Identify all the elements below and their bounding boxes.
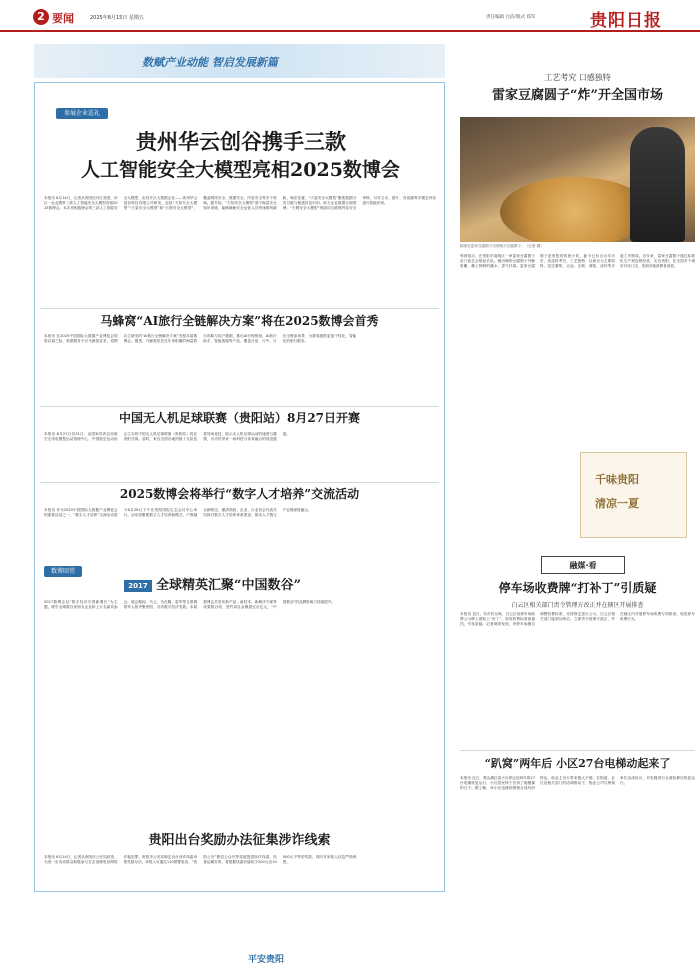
feature-body: 每到饭点，在贵阳市南明区一家雷家豆腐圆子店门前总会排起长队。刚出锅的豆腐圆子外酥里嫩，蘸上特制的蘸水，香气扑鼻。雷家豆腐圆子是贵阳的传统小吃，距今已有百余年历史，其选料考究、工艺独特，以黄豆为主要原料，经过磨浆、点卤、压制、调馅、油炸等多道工序制成。近年来，雷家豆腐圆子通过标准化生产和连锁经营，走出贵阳，在全国多个城市开设门店，受到各地消费者喜爱。	[460, 254, 695, 268]
banner-text: 数赋产业动能 智启发展新篇	[142, 56, 278, 69]
feature-photo-caption: 顾客在雷家豆腐圆子店里购买豆腐圆子。（记者 摄）	[460, 244, 544, 248]
article2-body: 本报讯 在2025中国国际大数据产业博览会即将启幕之际，旅游服务平台马蜂窝宣布，将携自主研发的“AI旅行全链解决方案”亮相本届数博会。据悉，马蜂窝依托近年来积累的海量旅行攻略与用户数据，推出AI行程规划、AI旅行助手、智能客服等产品，覆盖行前、行中、行后全链条场景，为游客提供更加个性化、智能化的旅行服务。	[44, 334, 357, 343]
divider	[460, 750, 695, 751]
article6-body: 本报讯 近日，有市民反映，白云区某停车场收费公示牌上被贴上“补丁”，原有收费标准被遮挡，引发质疑。记者调查发现，该停车场擅自调整收费标准，未按规定进行公示。白云区相关部门接到反映后，立即责令管理方改正，并在辖区内开展停车场收费专项排查，规范停车收费行为。	[460, 612, 695, 626]
section-tag	[541, 556, 625, 574]
feature-photo	[460, 117, 695, 242]
food-tray-icon	[500, 177, 650, 242]
masthead	[0, 0, 700, 32]
article2-headline: 马蜂窝“AI旅行全链解决方案”将在2025数博会首秀	[100, 314, 379, 328]
page-number: 2	[33, 9, 49, 25]
footer-logo: 平安贵阳	[248, 955, 285, 965]
review-year-tag: 2017	[124, 580, 152, 592]
review-headline: 全球精英汇聚“中国数谷”	[156, 578, 301, 593]
issue-date: 2025年8月15日 星期五	[90, 15, 144, 21]
article7-headline: “趴窝”两年后 小区27台电梯动起来了	[484, 757, 671, 770]
feature-kicker: 工艺考究 口感独特	[544, 73, 611, 82]
divider	[40, 406, 439, 407]
review-body: 2017数博会以“数字经济引领新增长”为主题，吸引全球数百家知名企业和上万名嘉宾参会。展会期间，马云、马化腾、雷军等互联网领军人物齐聚贵阳，共话数字经济发展。本届数博会共发布新产品、新技术、新解决方案等成果数百项，签约项目金额超过百亿元，“中国数谷”的品牌影响力持续提升。	[44, 600, 335, 609]
stamp-line2: 清凉一夏	[595, 497, 639, 510]
paper-logo: 贵阳日报	[590, 11, 662, 31]
theme-banner	[34, 44, 445, 78]
article5-body: 本报讯 8月14日，记者从贵阳市公安局获悉，为进一步发动群众积极参与打击治理电信网络诈骗犯罪，贵阳市公安局制定出台涉诈线索举报奖励办法。举报人可通过110报警电话、“贵阳公安”微信公众号等渠道提供涉诈线索，经查证属实的，将根据线索价值给予200元至10000元不等的奖励，同时对举报人信息严格保密。	[44, 855, 357, 864]
article1-kicker: 参展企业巡礼	[56, 108, 108, 119]
person-silhouette-icon	[630, 127, 685, 242]
article4-headline: 2025数博会将举行“数字人才培养”交流活动	[119, 487, 360, 501]
article4-body: 本报讯 作为2025中国国际大数据产业博览会的重要活动之一，“数字人才培养”交流活动将于8月28日下午在贵阳国际生态会议中心举行。活动将聚焦数字人才培养新模式、产教融合新路径，邀请高校、企业、行业协会代表共同探讨数字人才培养体系建设，推动人才链与产业链深度融合。	[44, 508, 312, 517]
feature-headline: 雷家豆腐圆子“炸”开全国市场	[492, 88, 663, 103]
promo-stamp	[580, 452, 687, 538]
article5-headline: 贵阳出台奖励办法征集涉诈线索	[148, 833, 331, 848]
divider	[40, 482, 439, 483]
article7-body: 本报讯 近日，观山湖区某小区停运近两年的27台电梯恢复运行，小区居民终于告别了爬楼梯的日子。据了解，该小区电梯因维保合同纠纷停运，给业主出行带来极大不便。在街道、社区及相关部门的协调推动下，物业公司与维保单位达成协议，对电梯进行全面检修后恢复运行。	[460, 776, 695, 790]
article1-headline-line2: 人工智能安全大模型亮相2025数博会	[81, 159, 400, 181]
review-kicker: 数博回望	[44, 566, 82, 577]
article6-headline: 停车场收费牌“打补丁”引质疑	[498, 581, 657, 595]
article1-headline-line1: 贵州华云创谷携手三款	[136, 129, 346, 154]
article3-body: 本报讯 8月27日至31日，由国家体育总局航空无线电模型运动管理中心、中国航空运动协会主办的中国无人机足球联赛（贵阳站）将在贵阳开赛。届时，来自全国各地的数十支队伍将同场竞技，展示无人机足球运动的速度与激情，为市民带来一场科技与体育融合的视觉盛宴。	[44, 432, 290, 441]
section-tag-label: 融媒·看	[569, 561, 597, 570]
article1-body: 本报讯 8月14日，记者从贵阳经开区获悉，该区一企业携带三款人工智能安全大模型亮相2025数博会。本次亮相数博会的三款人工智能安全大模型，由经开区大数据企业——贵州华云创谷科技有限公司研发，包括“天知安全大模型”“天鉴安全大模型”和“天网安全大模型”，覆盖网络安全、数据安全、内容安全等多个领域。据介绍，“天知安全大模型”基于海量安全知识训练，能够辅助安全运营人员快速研判威胁、响应处置；“天鉴安全大模型”聚焦数据分类分级与敏感信息识别，助力企业数据合规管理；“天网安全大模型”则面向互联网内容安全审核，可对文本、图片、音视频等多模态内容进行智能识别。	[44, 196, 436, 210]
divider	[40, 308, 439, 309]
article3-headline: 中国无人机足球联赛（贵阳站）8月27日开赛	[118, 411, 361, 425]
editors-credit: 责任编辑 白洁/版式 郑军	[486, 15, 536, 20]
section-name: 要闻	[52, 12, 74, 25]
stamp-line1: 千味贵阳	[595, 473, 639, 486]
article6-subhead: 白云区相关部门责令管理方改正并在辖区开展排查	[511, 602, 644, 609]
